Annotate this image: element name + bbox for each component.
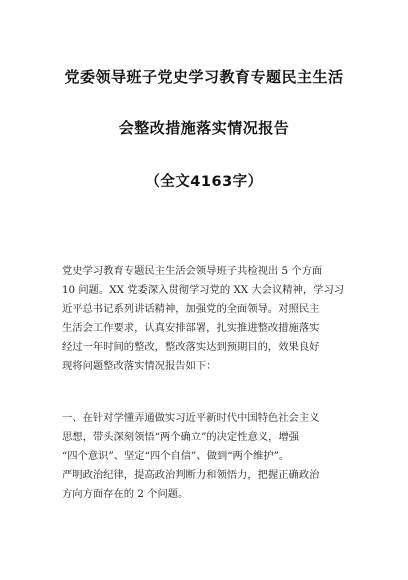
paragraph-line: 一、在针对学懂弄通做实习近平新时代中国特色社会主义 (62, 412, 320, 424)
paragraph-line: 方向方面存在的 2 个问题。 (62, 488, 189, 500)
paragraph-line: 严明政治纪律，提高政治判断力和领悟力，把握正确政治 (62, 469, 320, 481)
paragraph-line: 经过一年时间的整改，整改落实达到预期目的，效果良好 (62, 341, 320, 353)
paragraph-line: 现将问题整改落实情况报告如下： (62, 360, 217, 372)
paragraph-line: 生活会工作要求，认真安排部署，扎实推进整改措施落实 (62, 322, 320, 334)
paragraph-line: 10 问题。XX 党委深入贯彻学习党的 XX 大会议精神，学习习 (62, 284, 345, 296)
paragraph-line: “四个意识”、坚定“四个自信”、做到“两个维护”。 (62, 450, 290, 462)
paragraph-line: 近平总书记系列讲话精神，加强党的全面领导。对照民主 (62, 303, 320, 315)
paragraph-line: 党史学习教育专题民主生活会领导班子共检视出 5 个方面 (62, 265, 323, 277)
document-title-line-1: 党委领导班子党史学习教育专题民主生活 (64, 68, 344, 86)
word-count-note: （全文4163字） (145, 174, 263, 190)
document-title-line-2: 会整改措施落实情况报告 (118, 119, 290, 137)
paragraph-line: 思想，带头深刻领悟“两个确立”的决定性意义，增强 (62, 431, 300, 443)
